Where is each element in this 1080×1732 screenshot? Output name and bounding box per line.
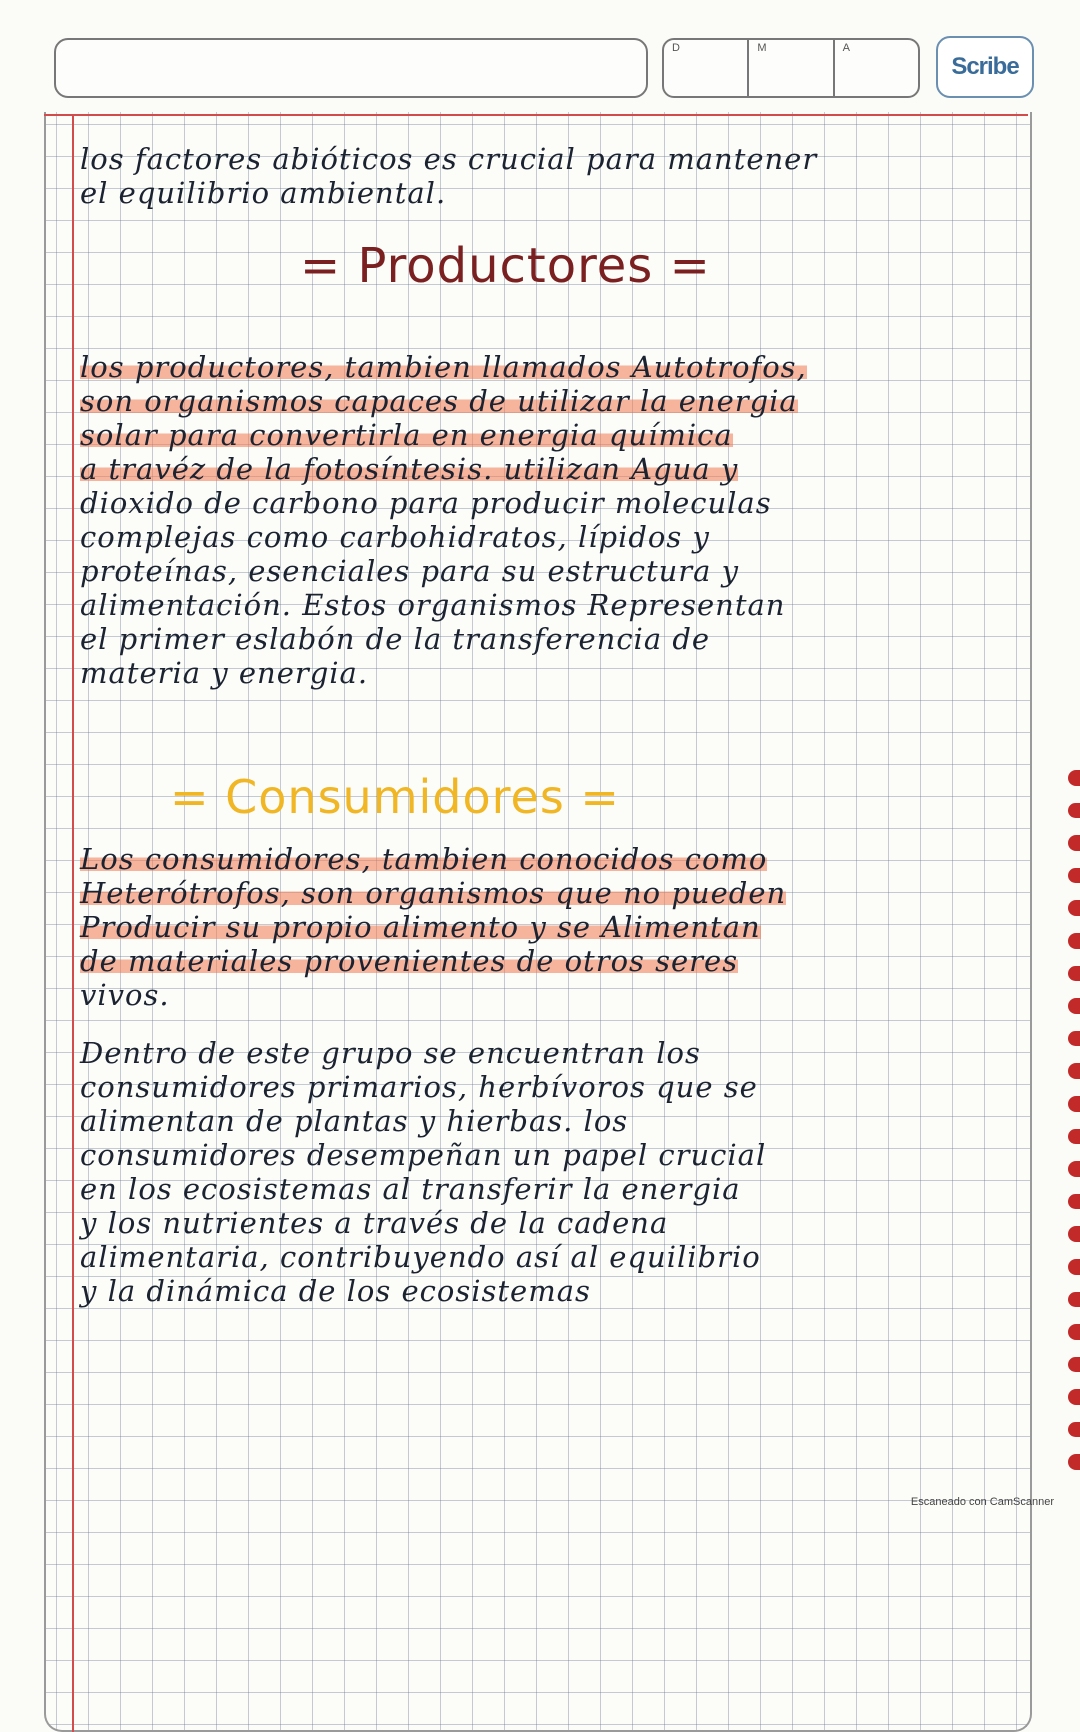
text-line: en los ecosistemas al transferir la energia (80, 1172, 741, 1206)
date-box (662, 38, 920, 98)
text-line (80, 944, 1010, 978)
text-line: consumidores desempeñan un papel crucial (80, 1138, 767, 1172)
text-line: dioxido de carbono para producir moleculas (80, 486, 772, 520)
text-line: alimentación. Estos organismos Representan (80, 588, 786, 622)
text-line-content: Producir su propio alimento y se Alimentan (80, 910, 761, 944)
text-line (80, 910, 1010, 944)
text-line (80, 350, 1010, 384)
text-line-content: de materiales provenientes de otros seres (80, 944, 739, 978)
text-line: el equilibrio ambiental. (80, 176, 447, 210)
brand-logo (936, 36, 1034, 98)
text-line: Dentro de este grupo se encuentran los (80, 1036, 701, 1070)
text-line-content: Los consumidores, tambien conocidos como (80, 842, 768, 876)
heading-consumidores: = Consumidores = (170, 770, 620, 824)
text-line-content: Heterótrofos, son organismos que no pueden (80, 876, 787, 910)
heading-productores: = Productores = (300, 238, 711, 294)
text-line-content: los productores, tambien llamados Autotrofos, (80, 350, 807, 384)
text-line: proteínas, esenciales para su estructura y (80, 554, 740, 588)
spiral-binding (1068, 770, 1080, 1470)
name-field-box (54, 38, 648, 98)
text-line: consumidores primarios, herbívoros que se (80, 1070, 758, 1104)
text-line: alimentan de plantas y hierbas. los (80, 1104, 629, 1138)
text-line: vivos. (80, 978, 170, 1012)
dentro-paragraph (80, 1036, 1010, 1308)
date-day-label: D (672, 42, 680, 54)
text-line: el primer eslabón de la transferencia de (80, 622, 711, 656)
text-line (80, 384, 1010, 418)
text-line-content: a travéz de la fotosíntesis. utilizan Agua y (80, 452, 739, 486)
date-year-label: A (842, 42, 850, 54)
intro-paragraph (80, 142, 1010, 210)
date-day-cell (664, 40, 749, 96)
productores-paragraph (80, 350, 1010, 690)
text-line: complejas como carbohidratos, lípidos y (80, 520, 710, 554)
scanner-watermark: Escaneado con CamScanner (910, 1496, 1054, 1508)
text-line-content: son organismos capaces de utilizar la energia (80, 384, 798, 418)
date-month-label: M (757, 42, 767, 54)
text-line: materia y energia. (80, 656, 369, 690)
text-line (80, 876, 1010, 910)
text-line: alimentaria, contribuyendo así al equilibrio (80, 1240, 761, 1274)
text-line (80, 842, 1010, 876)
text-line: y la dinámica de los ecosistemas (80, 1274, 591, 1308)
text-line (80, 452, 1010, 486)
text-line-content: solar para convertirla en energia química (80, 418, 733, 452)
date-year-cell (835, 40, 918, 96)
text-line: y los nutrientes a través de la cadena (80, 1206, 669, 1240)
left-margin-line (72, 116, 74, 1732)
date-month-cell (749, 40, 834, 96)
text-line (80, 418, 1010, 452)
consumidores-paragraph (80, 842, 1010, 1012)
brand-logo-text: Scribe (951, 53, 1019, 80)
top-margin-line (44, 114, 1028, 116)
text-line: los factores abióticos es crucial para mantener (80, 142, 818, 176)
